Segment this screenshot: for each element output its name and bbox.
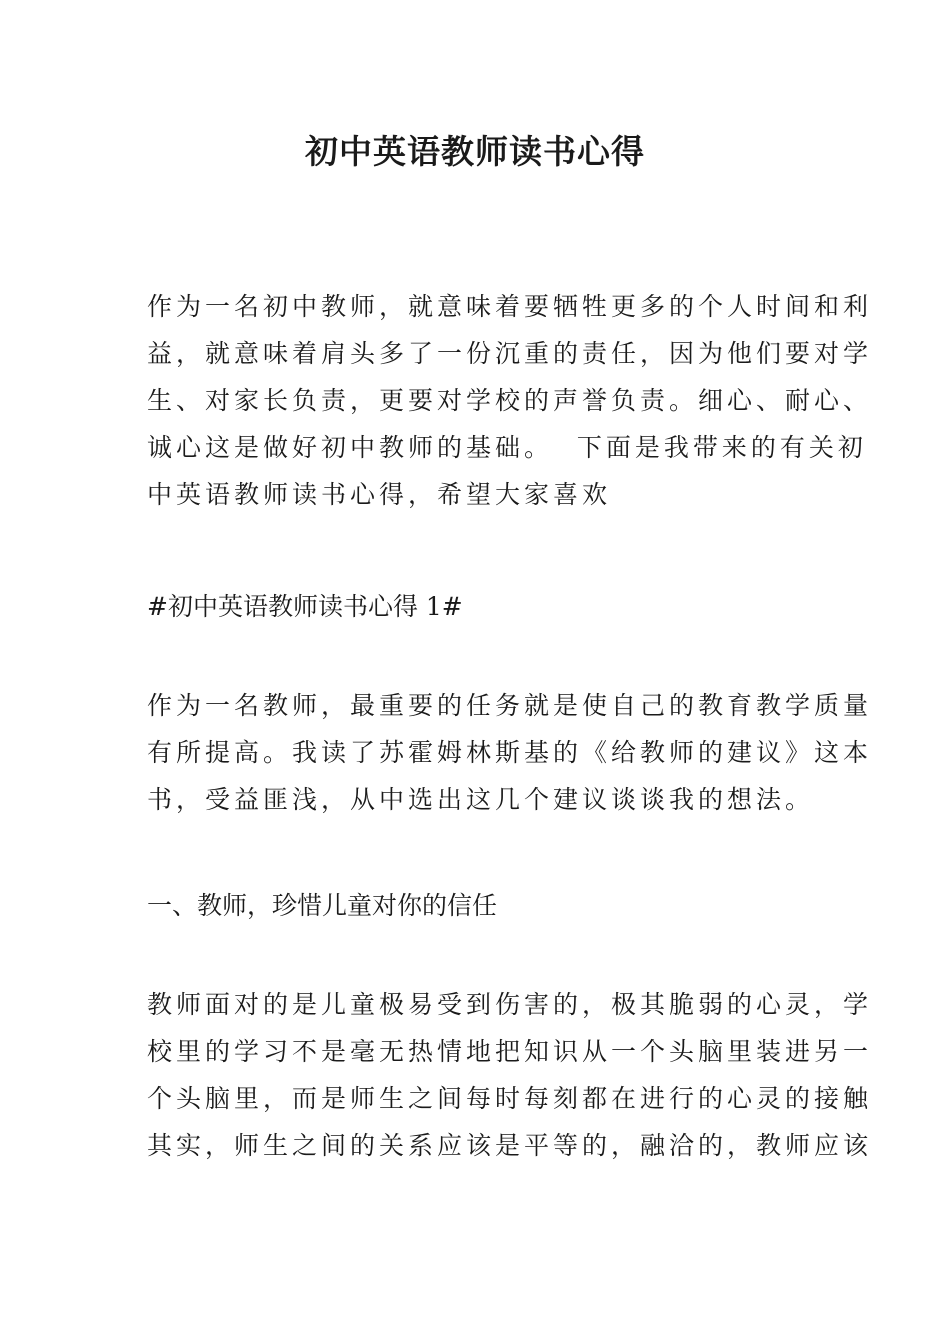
text-line: 生、对家长负责，更要对学校的声誉负责。细心、耐心、 [147, 386, 873, 415]
subheading-block [147, 882, 807, 929]
section-heading-block [147, 583, 807, 630]
document-title: 初中英语教师读书心得 [305, 132, 645, 171]
paragraph-2 [147, 981, 873, 1169]
text-line: 书，受益匪浅，从中选出这几个建议谈谈我的想法。 [147, 785, 815, 814]
text-line: 其实，师生之间的关系应该是平等的，融洽的，教师应该 [147, 1131, 873, 1160]
section-heading: #初中英语教师读书心得 1# [147, 592, 463, 621]
text-line: 诚心这是做好初中教师的基础。 下面是我带来的有关初 [147, 433, 867, 462]
intro-paragraph [147, 283, 873, 518]
subheading: 一、教师，珍惜儿童对你的信任 [147, 891, 498, 920]
text-line: 教师面对的是儿童极易受到伤害的，极其脆弱的心灵，学 [147, 990, 873, 1019]
text-line: 作为一名初中教师，就意味着要牺牲更多的个人时间和利 [147, 292, 873, 321]
text-line: 益，就意味着肩头多了一份沉重的责任，因为他们要对学 [147, 339, 873, 368]
text-line: 个头脑里，而是师生之间每时每刻都在进行的心灵的接触 [147, 1084, 873, 1113]
text-line: 有所提高。我读了苏霍姆林斯基的《给教师的建议》这本 [147, 738, 873, 767]
text-line: 中英语教师读书心得，希望大家喜欢 [147, 480, 612, 509]
paragraph-1 [147, 682, 873, 823]
text-line: 校里的学习不是毫无热情地把知识从一个头脑里装进另一 [147, 1037, 873, 1066]
text-line: 作为一名教师，最重要的任务就是使自己的教育教学质量 [147, 691, 873, 720]
